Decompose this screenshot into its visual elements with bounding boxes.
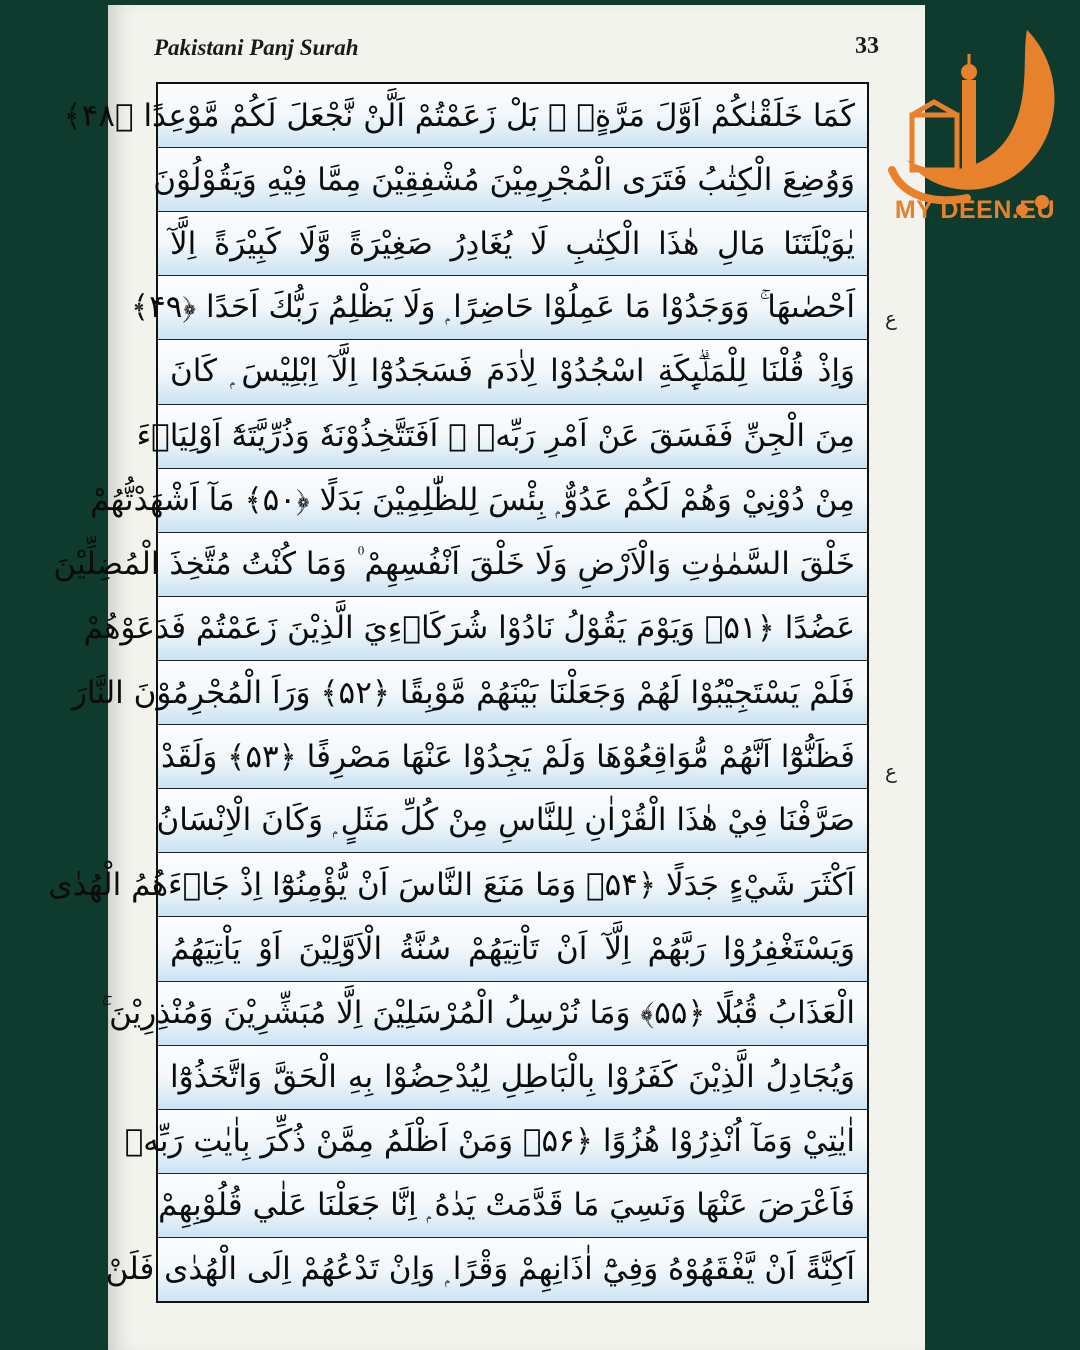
ayah-line-text: فَظَنُّوْٓا اَنَّهُمْ مُّوَاقِعُوْهَا وَلَمْ يَجِدُوْا عَنْهَا مَصْرِفًا ﴿۵۳﴾ وَلَقَدْ	[160, 738, 855, 775]
ayah-line-text: عَضُدًا ﴿۵۱﴾ وَيَوْمَ يَقُوْلُ نَادُوْا شُرَكَاۗءِيَ الَّذِيْنَ زَعَمْتُمْ فَدَعَوْهُمْ	[83, 610, 855, 647]
ayah-line-text: خَلْقَ السَّمٰوٰتِ وَالْاَرْضِ وَلَا خَلْقَ اَنْفُسِهِمْ ۠ وَمَا كُنْتُ مُتَّخِذَ الْمُضِلِّيْنَ	[53, 545, 855, 582]
ayah-line-text: كَمَا خَلَقْنٰكُمْ اَوَّلَ مَرَّةٍۢ ۫ بَلْ زَعَمْتُمْ اَلَّنْ نَّجْعَلَ لَكُمْ مَّوْعِدًا ﴿۴۸﴾	[63, 97, 855, 134]
ayah-line-text: فَلَمْ يَسْتَجِيْبُوْا لَهُمْ وَجَعَلْنَا بَيْنَهُمْ مَّوْبِقًا ﴿۵۲﴾ وَرَاَ الْمُجْرِمُوْنَ النَّارَ	[71, 674, 855, 711]
page-header	[154, 35, 879, 75]
ayah-line	[53, 533, 867, 597]
ayah-line	[71, 661, 867, 725]
ayah-line-text: الْعَذَابُ قُبُلًا ﴿۵۵﴾ وَمَا نُرْسِلُ الْمُرْسَلِيْنَ اِلَّا مُبَشِّرِيْنَ وَمُنْذِرِيْنَ ۚ	[101, 994, 855, 1031]
ruku-mark: ع	[885, 759, 897, 783]
ayah-line	[158, 725, 867, 789]
ayah-line-text: وَاِذْ قُلْنَا لِلْمَلٰۗىِٕكَةِ اسْجُدُوْا لِاٰدَمَ فَسَجَدُوْٓا اِلَّآ اِبْلِيْسَ ۭ كَانَ	[170, 353, 855, 390]
ayah-line	[158, 212, 867, 276]
ayah-line	[101, 982, 867, 1046]
ayah-line-text: مِنْ دُوْنِيْ وَهُمْ لَكُمْ عَدُوٌّ ۭ بِئْسَ لِلظّٰلِمِيْنَ بَدَلًا ﴿۵۰﴾ مَآ اَشْهَدْتُّهُمْ	[90, 481, 855, 518]
ayah-line	[48, 853, 867, 917]
ayah-line-text: مِنَ الْجِنِّ فَفَسَقَ عَنْ اَمْرِ رَبِّهٖ ۭ اَفَتَتَّخِذُوْنَهٗ وَذُرِّيَّتَهٗٓ اَوْلِيَاۗءَ	[136, 418, 855, 455]
ayah-line-text: اٰيٰتِيْ وَمَآ اُنْذِرُوْا هُزُوًا ﴿۵۶﴾ وَمَنْ اَظْلَمُ مِمَّنْ ذُكِّرَ بِاٰيٰتِ رَبِّهٖ	[124, 1123, 855, 1160]
page-number: 33	[855, 33, 879, 59]
ayah-line-text: وَيُجَادِلُ الَّذِيْنَ كَفَرُوْا بِالْبَاطِلِ لِيُدْحِضُوْا بِهِ الْحَقَّ وَاتَّخَذُوْٓا	[170, 1059, 855, 1096]
ayah-line	[124, 1110, 867, 1174]
ayah-line-text: اَحْصٰىهَا ۚ وَوَجَدُوْا مَا عَمِلُوْا حَاضِرًا ۭ وَلَا يَظْلِمُ رَبُّكَ اَحَدًا ﴿۴۹﴾	[130, 289, 855, 326]
ayah-line-text: يٰوَيْلَتَنَا مَالِ هٰذَا الْكِتٰبِ لَا يُغَادِرُ صَغِيْرَةً وَّلَا كَبِيْرَةً اِلَّآ	[170, 225, 855, 262]
ayah-line	[130, 276, 867, 340]
ayah-line-text: صَرَّفْنَا فِيْ هٰذَا الْقُرْاٰنِ لِلنَّاسِ مِنْ كُلِّ مَثَلٍ ۭ وَكَانَ الْاِنْسَانُ	[156, 802, 855, 839]
ayah-line	[158, 789, 867, 853]
ayah-line-text: اَكْثَرَ شَيْءٍ جَدَلًا ﴿۵۴﴾ وَمَا مَنَعَ النَّاسَ اَنْ يُّؤْمِنُوْٓا اِذْ جَاۗءَهُمُ الْهُدٰى	[48, 866, 855, 903]
ruku-mark: ع	[885, 306, 897, 330]
ayah-line	[90, 469, 867, 533]
ayah-line	[158, 340, 867, 404]
ayah-line	[153, 148, 867, 212]
ayah-line-text: وَيَسْتَغْفِرُوْا رَبَّهُمْ اِلَّآ اَنْ تَاْتِيَهُمْ سُنَّةُ الْاَوَّلِيْنَ اَوْ يَاْتِيَهُمُ	[170, 930, 855, 967]
ayah-line	[158, 1046, 867, 1110]
logo-text: MY DEEN.EU	[894, 196, 1056, 224]
ayah-line-text: فَاَعْرَضَ عَنْهَا وَنَسِيَ مَا قَدَّمَتْ يَدٰهُ ۭ اِنَّا جَعَلْنَا عَلٰي قُلُوْبِهِمْ	[158, 1186, 855, 1223]
ayah-line	[83, 597, 867, 661]
ayah-line	[105, 1238, 867, 1301]
ayah-line	[136, 405, 867, 469]
ayah-line	[158, 917, 867, 981]
ayah-line-text: اَكِنَّةً اَنْ يَّفْقَهُوْهُ وَفِيْٓ اٰذَانِهِمْ وَقْرًا ۭ وَاِنْ تَدْعُهُمْ اِلَى الْهُدٰى فَلَنْ	[105, 1251, 855, 1288]
ayah-line-text: وَوُضِعَ الْكِتٰبُ فَتَرَى الْمُجْرِمِيْنَ مُشْفِقِيْنَ مِمَّا فِيْهِ وَيَقُوْلُوْنَ	[153, 161, 855, 198]
book-title: Pakistani Panj Surah	[154, 35, 359, 60]
ayah-line	[63, 84, 867, 148]
quran-text-block	[48, 82, 869, 1303]
ayah-line	[158, 1174, 867, 1238]
book-page	[48, 5, 925, 1350]
